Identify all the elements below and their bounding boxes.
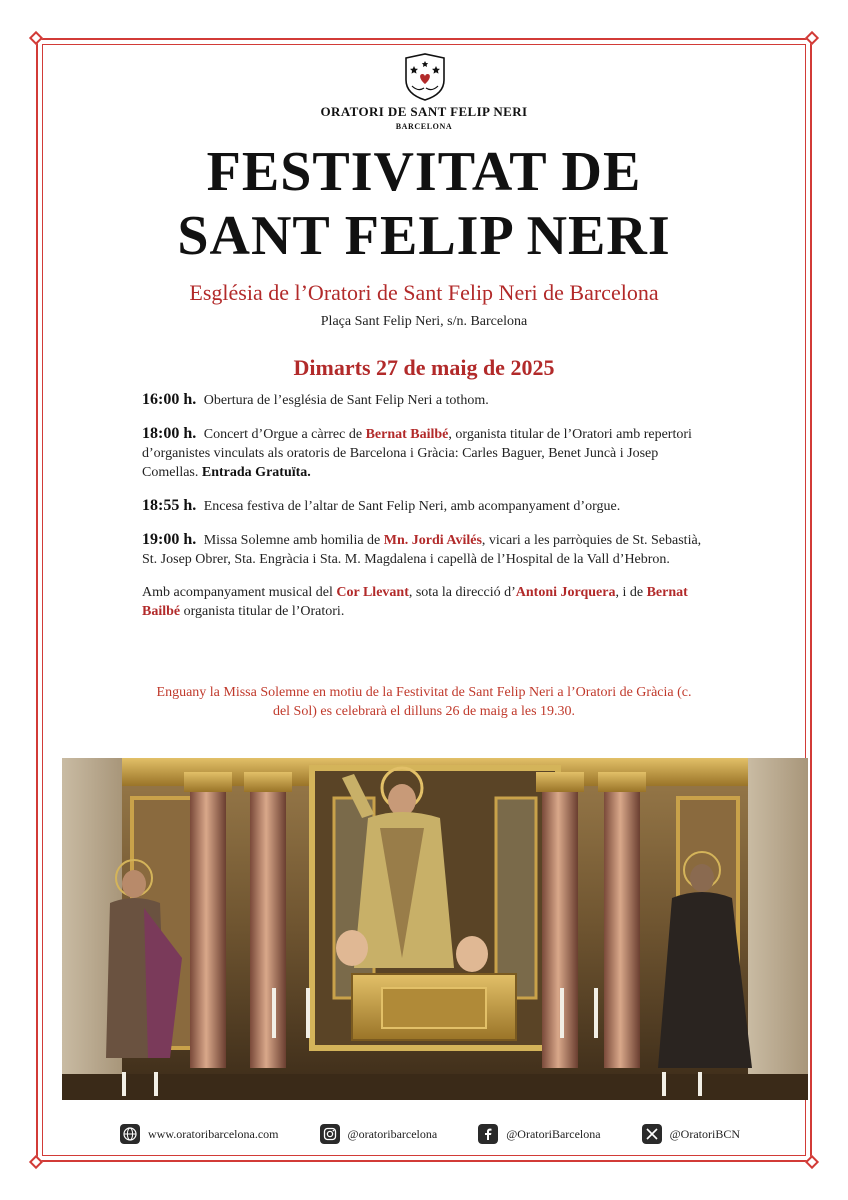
x-logo-icon (642, 1124, 662, 1144)
schedule-time: 19:00 h. (142, 531, 197, 548)
schedule-time: 18:00 h. (142, 425, 197, 442)
free-entry-label: Entrada Gratuïta. (201, 465, 311, 480)
schedule-item (142, 390, 712, 410)
music-text: , sota la direcció d’ (408, 585, 516, 600)
facebook-icon (478, 1124, 498, 1144)
schedule-item (142, 496, 712, 516)
schedule-item (142, 424, 712, 482)
schedule-time: 18:55 h. (142, 497, 197, 514)
director-name: Antoni Jorquera (515, 585, 616, 600)
instagram-handle: @oratoribarcelona (347, 1126, 438, 1141)
instagram-icon (320, 1124, 340, 1144)
facebook-handle: @OratoriBarcelona (506, 1126, 601, 1141)
notice-text: Enguany la Missa Solemne en motiu de la Festivitat de Sant Felip Neri a l’Oratori de Gràcia (c. del Sol) es celebrarà el dilluns 26 de maig a les 19.30. (156, 685, 692, 719)
performer-name: Bernat Bailbé (365, 427, 449, 442)
altar-photo (62, 758, 808, 1100)
facebook-link[interactable] (478, 1124, 600, 1144)
organist-name: Bernat Bailbé (142, 585, 688, 619)
music-credits (142, 583, 712, 621)
schedule-item (142, 530, 712, 569)
title-line-2: SANT FELIP NERI (177, 205, 671, 267)
oratori-emblem-icon (404, 52, 446, 102)
schedule-text: Concert d’Orgue a càrrec de (203, 427, 366, 442)
schedule-text: , vicari a les parròquies de St. Sebastià, St. Josep Obrer, Sta. Engràcia i Sta. M. Magdalena i capellà de l’Hospital de la Vall d’Hebron. (142, 533, 702, 567)
schedule-text: Missa Solemne amb homilia de (203, 533, 384, 548)
schedule-text: Encesa festiva de l’altar de Sant Felip Neri, amb acompanyament d’orgue. (203, 499, 621, 514)
music-text: organista titular de l’Oratori. (180, 604, 345, 619)
organization-city: BARCELONA (395, 122, 453, 131)
organization-name: ORATORI DE SANT FELIP NERI (320, 104, 528, 119)
instagram-link[interactable] (320, 1124, 438, 1144)
venue-church: Església de l’Oratori de Sant Felip Neri de Barcelona (189, 280, 659, 305)
venue-address: Plaça Sant Felip Neri, s/n. Barcelona (320, 314, 528, 329)
music-text: , i de (615, 585, 647, 600)
globe-icon (120, 1124, 140, 1144)
x-handle: @OratoriBCN (669, 1126, 740, 1141)
event-date: Dimarts 27 de maig de 2025 (293, 355, 555, 380)
website-link[interactable] (120, 1124, 279, 1144)
music-text: Amb acompanyament musical del (142, 585, 337, 600)
social-footer (120, 1120, 740, 1148)
x-link[interactable] (642, 1124, 740, 1144)
celebrant-name: Mn. Jordi Avilés (383, 533, 482, 548)
title-line-1: FESTIVITAT DE (206, 141, 642, 203)
page-title (0, 140, 848, 268)
schedule-time: 16:00 h. (142, 391, 197, 408)
website-text: www.oratoribarcelona.com (148, 1126, 279, 1141)
schedule-text: Obertura de l’església de Sant Felip Neri a tothom. (203, 393, 489, 408)
schedule-text: , organista titular de l’Oratori amb repertori d’organistes vinculats als oratoris de Barcelona i Gràcia: Carles Baguer, Benet Juncà i Josep Comellas. (142, 427, 692, 480)
choir-name: Cor Llevant (336, 585, 409, 600)
event-schedule (142, 390, 712, 635)
